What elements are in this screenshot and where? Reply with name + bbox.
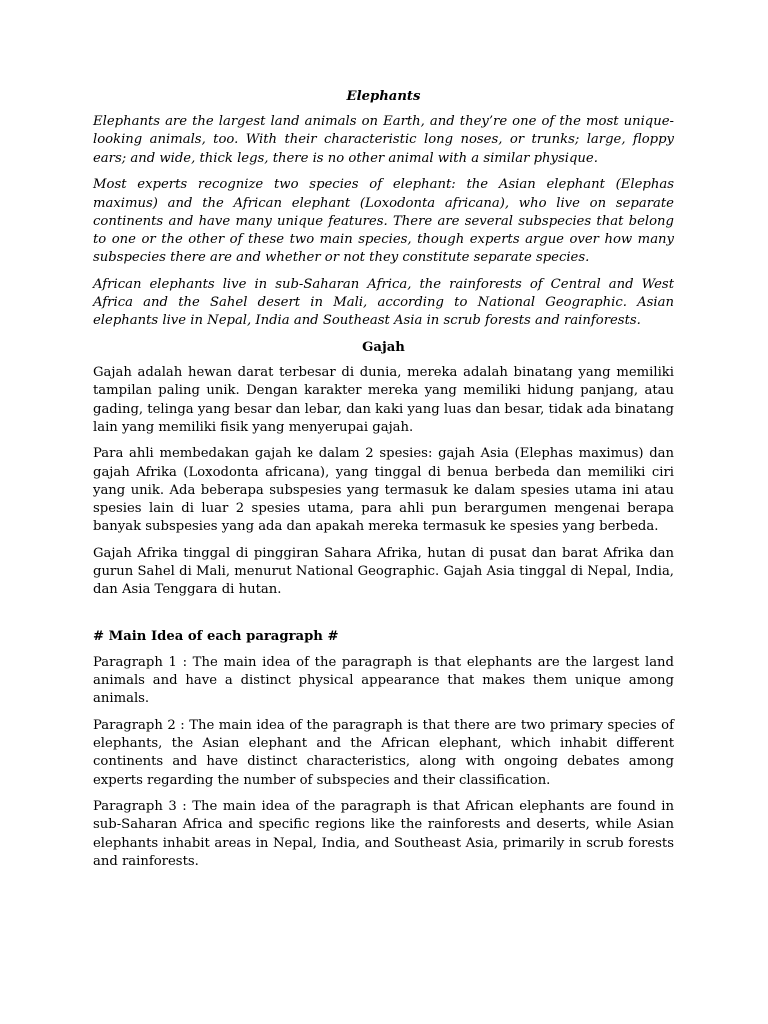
indonesian-section — [93, 339, 674, 600]
indonesian-paragraph-1: Gajah adalah hewan darat terbesar di dunia, mereka adalah binatang yang memiliki tampilan paling unik. Dengan karakter mereka yang memiliki hidung panjang, atau gading, telinga yang besar dan lebar, dan kaki yang luas dan besar, tidak ada binatang lain yang memiliki fisik yang menyerupai gajah. — [93, 365, 674, 435]
main-idea-heading: # Main Idea of each paragraph # — [93, 628, 339, 644]
main-idea-section — [93, 628, 674, 871]
english-paragraph-3: African elephants live in sub-Saharan Africa, the rainforests of Central and West Africa and the Sahel desert in Mali, according to National Geographic. Asian elephants live in Nepal, India and Southeast Asia in scrub forests and rainforests. — [93, 276, 674, 329]
english-paragraph-2: Most experts recognize two species of elephant: the Asian elephant (Elephas maximus) and the African elephant (Loxodonta africana), who live on separate continents and have many unique features. There are several subspecies that belong to one or the other of these two main species, though experts argue over how many subspecies there are and whether or not they constitute separate species. — [93, 177, 674, 266]
english-paragraph-1: Elephants are the largest land animals on Earth, and they’re one of the most unique-looking animals, too. With their characteristic long noses, or trunks; large, floppy ears; and wide, thick legs, there is no other animal with a similar physique. — [93, 114, 674, 166]
english-title: Elephants — [346, 89, 421, 104]
main-idea-paragraph-3: Paragraph 3 : The main idea of the paragraph is that African elephants are found in sub-Saharan Africa and specific regions like the rainforests and deserts, while Asian elephants inhabit areas in Nepal, India, and Southeast Asia, primarily in scrub forests and rainforests. — [93, 799, 674, 869]
indonesian-title: Gajah — [362, 339, 405, 355]
indonesian-paragraph-2: Para ahli membedakan gajah ke dalam 2 spesies: gajah Asia (Elephas maximus) dan gajah Afrika (Loxodonta africana), yang tinggal di benua berbeda dan memiliki ciri yang unik. Ada beberapa subspesies yang termasuk ke dalam spesies utama ini atau spesies lain di luar 2 spesies utama, para ahli pun berargumen mengenai berapa banyak subspesies yang ada dan apakah mereka termasuk ke spesies yang berbeda. — [93, 446, 674, 535]
main-idea-paragraph-1: Paragraph 1 : The main idea of the paragraph is that elephants are the largest land animals and have a distinct physical appearance that makes them unique among animals. — [93, 654, 674, 707]
main-idea-paragraph-2: Paragraph 2 : The main idea of the paragraph is that there are two primary species of elephants, the Asian elephant and the African elephant, which inhabit different continents and have distinct characteristics, along with ongoing debates among experts regarding the number of subspecies and their classification. — [93, 717, 674, 788]
english-section — [93, 88, 674, 330]
indonesian-paragraph-3: Gajah Afrika tinggal di pinggiran Sahara Afrika, hutan di pusat dan barat Afrika dan gurun Sahel di Mali, menurut National Geographic. Gajah Asia tinggal di Nepal, India, dan Asia Tenggara di hutan. — [93, 545, 674, 598]
